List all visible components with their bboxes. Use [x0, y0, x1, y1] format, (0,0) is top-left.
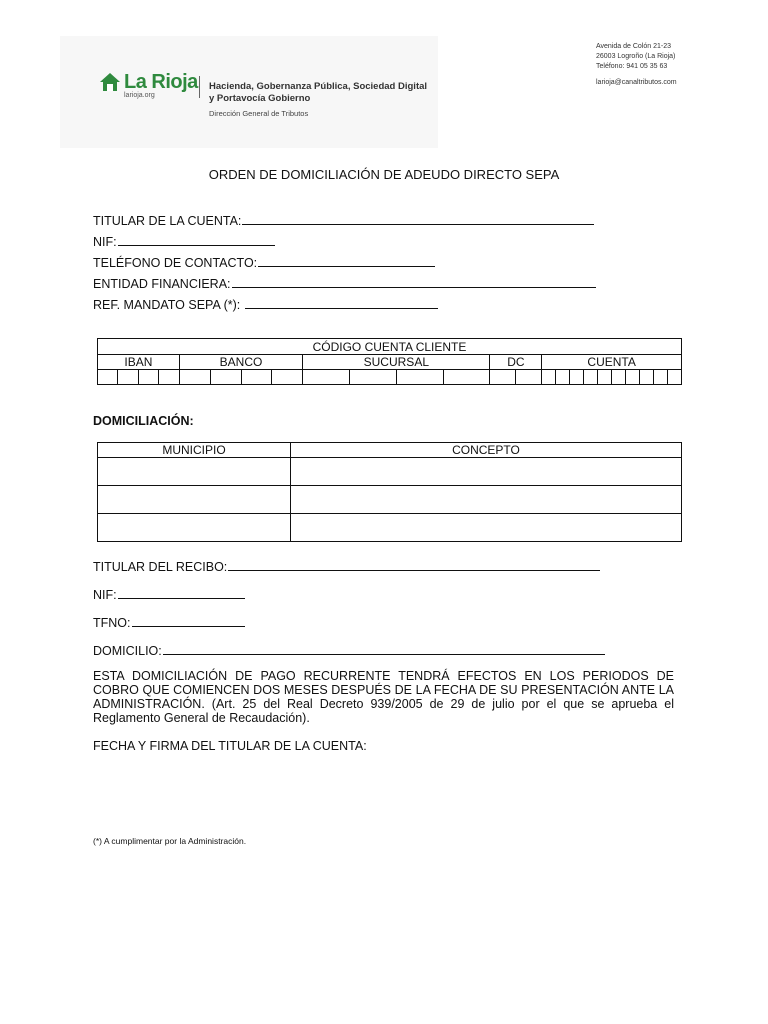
address-line: 26003 Logroño (La Rioja)	[596, 53, 676, 60]
digit-box[interactable]	[584, 370, 598, 385]
concepto-cell[interactable]	[291, 486, 682, 514]
entidad-blank[interactable]	[232, 274, 596, 288]
digit-box[interactable]	[98, 370, 118, 385]
titular-cuenta-line	[93, 211, 594, 228]
tfno-label: TFNO:	[93, 616, 131, 630]
titular-cuenta-blank[interactable]	[242, 211, 594, 225]
cuenta-header: CUENTA	[542, 355, 682, 370]
nif-line	[93, 232, 275, 249]
digit-box[interactable]	[349, 370, 396, 385]
table-row	[98, 486, 682, 514]
entidad-line	[93, 274, 596, 291]
ccc-digit-row	[98, 370, 682, 385]
banco-header: BANCO	[179, 355, 302, 370]
department-line-2: y Portavocía Gobierno	[209, 93, 311, 104]
concepto-header: CONCEPTO	[291, 443, 682, 458]
digit-box[interactable]	[570, 370, 584, 385]
municipio-cell[interactable]	[98, 458, 291, 486]
digit-box[interactable]	[118, 370, 138, 385]
municipio-header: MUNICIPIO	[98, 443, 291, 458]
legal-paragraph: ESTA DOMICILIACIÓN DE PAGO RECURRENTE TENDRÁ EFECTOS EN LOS PERIODOS DE COBRO QUE COMIENCEN DOS MESES DESPUÉS DE LA FECHA DE SU PRESENTACIÓN ANTE LA ADMINISTRACIÓN. (Art. 25 del Real Decreto 939/2005 de 29 de julio por el que se aprueba el Reglamento General de Recaudación).	[93, 669, 674, 725]
titular-recibo-blank[interactable]	[228, 557, 600, 571]
ccc-title: CÓDIGO CUENTA CLIENTE	[98, 339, 682, 355]
ref-mandato-label: REF. MANDATO SEPA (*):	[93, 298, 244, 312]
digit-box[interactable]	[210, 370, 241, 385]
telefono-line	[93, 253, 435, 270]
firma-label: FECHA Y FIRMA DEL TITULAR DE LA CUENTA:	[93, 739, 367, 753]
concepto-cell[interactable]	[291, 458, 682, 486]
municipio-cell[interactable]	[98, 514, 291, 542]
domicilio-blank[interactable]	[163, 641, 605, 655]
digit-box[interactable]	[396, 370, 443, 385]
digit-box[interactable]	[653, 370, 667, 385]
logo-url: larioja.org	[124, 92, 155, 99]
domicilio-label: DOMICILIO:	[93, 644, 162, 658]
digit-box[interactable]	[179, 370, 210, 385]
titular-recibo-label: TITULAR DEL RECIBO:	[93, 560, 228, 574]
digit-box[interactable]	[159, 370, 180, 385]
address-line: Avenida de Colón 21-23	[596, 43, 671, 50]
titular-cuenta-label: TITULAR DE LA CUENTA:	[93, 214, 242, 228]
phone-line: Teléfono: 941 05 35 63	[596, 63, 668, 70]
digit-box[interactable]	[443, 370, 490, 385]
domiciliacion-heading: DOMICILIACIÓN:	[93, 414, 194, 428]
document-title: ORDEN DE DOMICILIACIÓN DE ADEUDO DIRECTO SEPA	[208, 167, 560, 182]
domiciliacion-table	[97, 442, 682, 542]
house-logo-icon	[98, 70, 122, 94]
digit-box[interactable]	[556, 370, 570, 385]
iban-header: IBAN	[98, 355, 180, 370]
logo-divider	[199, 76, 200, 98]
digit-box[interactable]	[516, 370, 542, 385]
dc-header: DC	[490, 355, 542, 370]
digit-box[interactable]	[667, 370, 681, 385]
address-block	[596, 42, 675, 72]
recibo-nif-label: NIF:	[93, 588, 117, 602]
department-name	[209, 81, 427, 105]
ref-mandato-line	[93, 295, 438, 312]
department-sub: Dirección General de Tributos	[209, 109, 309, 118]
telefono-label: TELÉFONO DE CONTACTO:	[93, 256, 258, 270]
sucursal-header: SUCURSAL	[303, 355, 490, 370]
entidad-label: ENTIDAD FINANCIERA:	[93, 277, 231, 291]
nif-blank[interactable]	[118, 232, 275, 246]
table-row	[98, 458, 682, 486]
recibo-nif-blank[interactable]	[118, 585, 245, 599]
digit-box[interactable]	[138, 370, 158, 385]
ref-mandato-blank[interactable]	[245, 295, 438, 309]
digit-box[interactable]	[490, 370, 516, 385]
nif-label: NIF:	[93, 235, 117, 249]
digit-box[interactable]	[542, 370, 556, 385]
table-row	[98, 514, 682, 542]
digit-box[interactable]	[598, 370, 612, 385]
footnote: (*) A cumplimentar por la Administración.	[93, 836, 247, 846]
tfno-line	[93, 613, 245, 630]
digit-box[interactable]	[272, 370, 303, 385]
tfno-blank[interactable]	[132, 613, 245, 627]
recibo-nif-line	[93, 585, 245, 602]
telefono-blank[interactable]	[258, 253, 435, 267]
titular-recibo-line	[93, 557, 600, 574]
concepto-cell[interactable]	[291, 514, 682, 542]
digit-box[interactable]	[303, 370, 350, 385]
digit-box[interactable]	[639, 370, 653, 385]
digit-box[interactable]	[625, 370, 639, 385]
logo-name: La Rioja	[124, 71, 198, 93]
ccc-table	[97, 338, 682, 385]
contact-email: larioja@canaltributos.com	[596, 79, 677, 86]
digit-box[interactable]	[611, 370, 625, 385]
municipio-cell[interactable]	[98, 486, 291, 514]
domicilio-line	[93, 641, 605, 658]
digit-box[interactable]	[241, 370, 272, 385]
department-line-1: Hacienda, Gobernanza Pública, Sociedad Digital	[209, 81, 428, 92]
